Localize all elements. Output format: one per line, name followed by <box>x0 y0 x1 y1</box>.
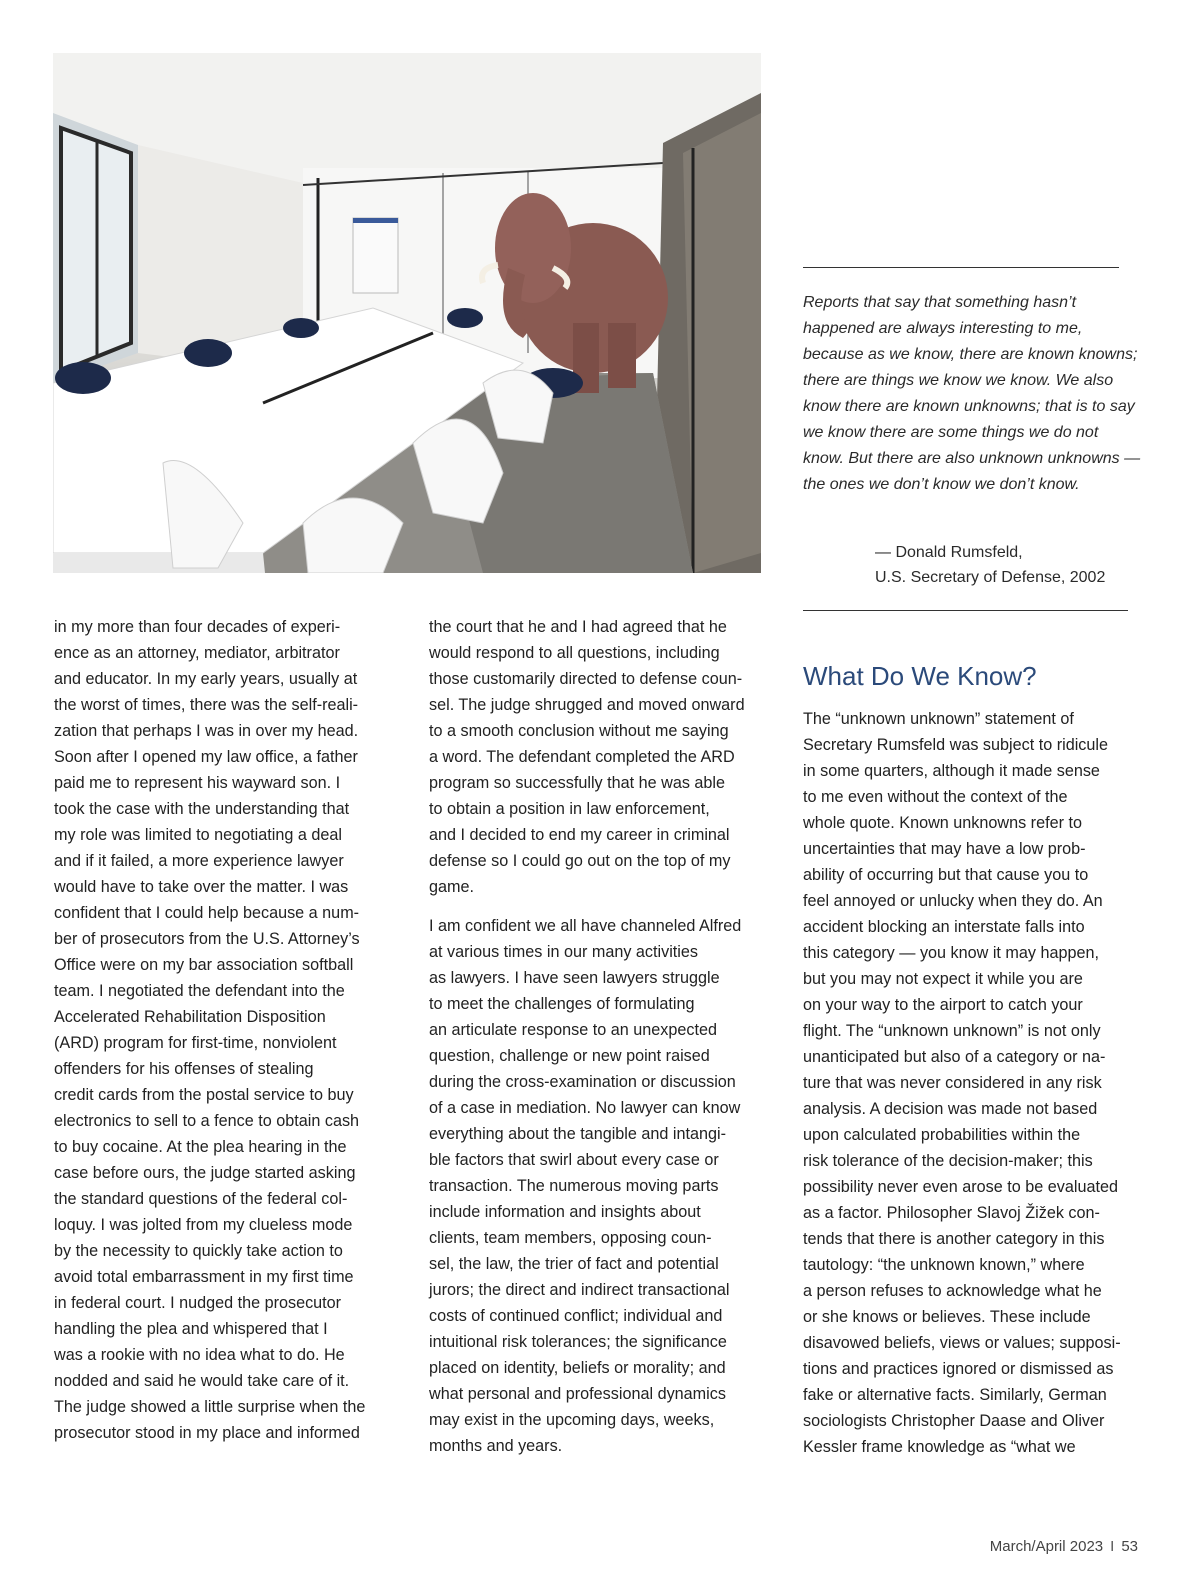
conference-room-elephant-illustration <box>53 53 761 573</box>
pullquote-bottom-rule <box>803 610 1128 611</box>
body-column-2-paragraph-1: the court that he and I had agreed that he would respond to all questions, including those customarily directed to defense coun- sel. The judge shrugged and moved onward to a smooth conclusion without me saying a word. The defendant completed the ARD program so successfully that he was able to obtain a position in law enforcement, and I decided to end my career in criminal defense so I could go out on the top of my game. <box>429 618 745 896</box>
body-column-2 <box>429 614 774 1459</box>
body-column-3: The “unknown unknown” statement of Secretary Rumsfeld was subject to ridicule in some quarters, although it made sense to me even without the context of the whole quote. Known unknowns refer to uncertainties that may have a low prob- ability of occurring but that cause you to feel annoyed or unlucky when they do. An accident blocking an interstate falls into this category — you know it may happen, but you may not expect it while you are on your way to the airport to catch your flight. The “unknown unknown” is not only unanticipated but also of a category or na- ture that was never considered in any risk analysis. A decision was made not based upon calculated probabilities within the risk tolerance of the decision-maker; this possibility never even arose to be evaluated as a factor. Philosopher Slavoj Žižek con- tends that there is another category in this tautology: “the unknown known,” where a person refuses to acknowledge what he or she knows or believes. These include disavowed beliefs, views or values; supposi- tions and practices ignored or dismissed as fake or alternative facts. Similarly, German sociologists Christopher Daase and Oliver Kessler frame knowledge as “what we <box>803 710 1121 1456</box>
footer-separator: I <box>1110 1538 1115 1555</box>
body-column-2-paragraph-2: I am confident we all have channeled Alfred at various times in our many activities as lawyers. I have seen lawyers struggle to meet the challenges of formulating an articulate response to an unexpected question, challenge or new point raised during the cross-examination or discussion of a case in mediation. No lawyer can know everything about the tangible and intangi- ble factors that swirl about every case or transaction. The numerous moving parts include information and insights about clients, team members, opposing coun- sel, the law, the trier of fact and potential jurors; the direct and indirect transactional costs of continued conflict; individual and intuitional risk tolerances; the significance placed on identity, beliefs or morality; and what personal and professional dynamics may exist in the upcoming days, weeks, months and years. <box>429 917 742 1455</box>
attribution-title: U.S. Secretary of Defense, 2002 <box>875 569 1106 586</box>
pullquote-text: Reports that say that something hasn’t happened are always interesting to me, because as we know, there are known knowns; there are things we know we know. We also know there are known unknowns; that is to say we know there are some things we do not know. But there are also unknown unknowns — the ones we don’t know we don’t know. <box>803 294 1141 493</box>
attribution-name: — Donald Rumsfeld, <box>875 544 1023 561</box>
article-photo <box>53 53 761 573</box>
pullquote-top-rule <box>803 267 1119 268</box>
issue-date: March/April 2023 <box>989 1538 1104 1555</box>
page-footer <box>990 1538 1138 1555</box>
section-heading: What Do We Know? <box>803 661 1037 691</box>
pullquote-attribution <box>875 540 1105 590</box>
body-column-1: in my more than four decades of experi- ence as an attorney, mediator, arbitrator and educator. In my early years, usually at the worst of times, there was the self-reali- zation that perhaps I was in over my head. Soon after I opened my law office, a father paid me to represent his wayward son. I took the case with the understanding that my role was limited to negotiating a deal and if it failed, a more experience lawyer would have to take over the matter. I was confident that I could help because a num- ber of prosecutors from the U.S. Attorney’s Office were on my bar association softball team. I negotiated the defendant into the Accelerated Rehabilitation Disposition (ARD) program for first-time, nonviolent offenders for his offenses of stealing credit cards from the postal service to buy electronics to sell to a fence to obtain cash to buy cocaine. At the plea hearing in the case before ours, the judge started asking the standard questions of the federal col- loquy. I was jolted from my clueless mode by the necessity to quickly take action to avoid total embarrassment in my first time in federal court. I nudged the prosecutor handling the plea and whispered that I was a rookie with no idea what to do. He nodded and said he would take care of it. The judge showed a little surprise when the prosecutor stood in my place and informed <box>54 618 366 1442</box>
page-number: 53 <box>1121 1538 1138 1555</box>
